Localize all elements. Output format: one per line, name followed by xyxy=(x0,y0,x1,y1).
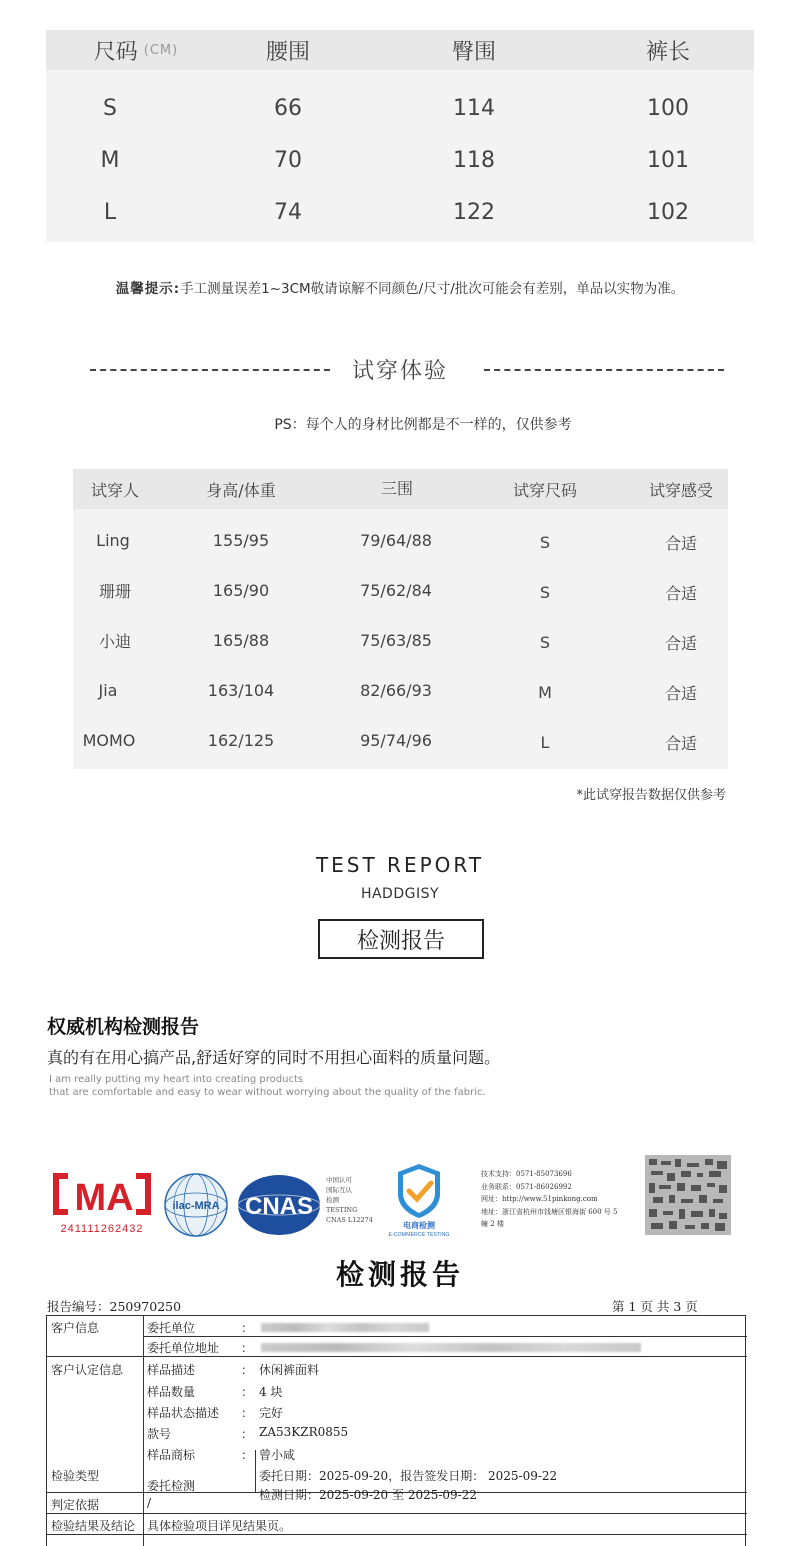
cma-icon xyxy=(52,1168,152,1238)
colon: ： xyxy=(241,1448,254,1462)
cnas-line: TESTING xyxy=(326,1206,358,1214)
basis-value: / xyxy=(147,1496,152,1510)
size-cell: 100 xyxy=(647,95,689,121)
ilac-icon xyxy=(163,1172,229,1238)
style-no-value: ZA53KZR0855 xyxy=(259,1425,349,1439)
sample-qty-value: 4 块 xyxy=(259,1385,283,1399)
try-on-row xyxy=(73,615,728,665)
contact-info xyxy=(481,1168,641,1231)
header-length: 裤长 xyxy=(645,39,690,65)
try-on-header xyxy=(73,469,728,509)
size-cell: L xyxy=(103,199,117,225)
authority-en-line: I am really putting my heart into creating products xyxy=(49,1074,304,1085)
cnas-line: 国际互认 xyxy=(326,1186,352,1194)
cnas-line: CNAS L12274 xyxy=(326,1216,373,1224)
table-rule xyxy=(255,1450,256,1493)
result-label: 检验结果及结论 xyxy=(51,1519,136,1533)
try-cell: 95/74/96 xyxy=(360,730,432,750)
header-hip: 臀围 xyxy=(451,39,496,65)
contact-line: 地址：浙江省杭州市钱塘区银海街 600 号 5 xyxy=(481,1207,618,1216)
table-rule xyxy=(143,1336,747,1337)
colon: ： xyxy=(241,1321,254,1335)
size-cell: M xyxy=(100,147,120,173)
colon: ： xyxy=(241,1406,254,1420)
try-on-row xyxy=(73,665,728,715)
test-date-line: 检测日期：2025-09-20 至 2025-09-22 xyxy=(259,1488,478,1502)
client-info-label: 客户信息 xyxy=(51,1321,100,1335)
size-table xyxy=(46,30,754,242)
try-cell: 合适 xyxy=(664,733,697,753)
qr-code-icon xyxy=(645,1155,731,1235)
try-cell: 合适 xyxy=(664,533,697,553)
size-cell: S xyxy=(103,95,117,121)
table-rule xyxy=(47,1356,747,1357)
header-size: 尺码 (CM) xyxy=(93,39,179,65)
try-on-row xyxy=(73,515,728,565)
try-cell: 合适 xyxy=(664,583,697,603)
header-waist: 腰围 xyxy=(265,39,310,65)
measurement-tip xyxy=(0,277,800,297)
try-cell: 合适 xyxy=(664,633,697,653)
authority-title: 权威机构检测报告 xyxy=(47,1016,200,1038)
try-cell: 165/90 xyxy=(212,580,270,600)
size-cell: 101 xyxy=(647,147,689,173)
test-type-label: 检验类型 xyxy=(51,1469,100,1483)
size-cell: 70 xyxy=(274,147,302,173)
try-cell: Jia xyxy=(98,680,118,700)
try-on-table xyxy=(73,469,728,769)
sample-desc-label: 样品描述 xyxy=(147,1363,196,1377)
style-no-label: 款号 xyxy=(147,1427,172,1441)
header-cell: 试穿感受 xyxy=(648,480,713,500)
try-on-ps: PS：每个人的身材比例都是不一样的，仅供参考 xyxy=(274,417,572,433)
try-on-row xyxy=(73,715,728,765)
brand-name: HADDGISY xyxy=(360,886,440,902)
try-cell: 162/125 xyxy=(207,730,275,750)
sample-qty-label: 样品数量 xyxy=(147,1385,196,1399)
sample-desc-value: 休闲裤面料 xyxy=(259,1363,320,1377)
contact-line: 网址：http://www.51pinkong.com xyxy=(481,1195,598,1203)
authority-subtitle: 真的有在用心搞产品,舒适好穿的同时不用担心面料的质量问题。 xyxy=(47,1048,501,1067)
try-cell: Ling xyxy=(96,530,130,550)
try-cell: S xyxy=(539,532,551,552)
cnas-logo xyxy=(236,1172,322,1238)
entrust-unit-label: 委托单位 xyxy=(147,1321,196,1335)
cnas-line: 中国认可 xyxy=(326,1176,352,1184)
basis-label: 判定依据 xyxy=(51,1498,100,1512)
try-cell: 82/66/93 xyxy=(360,680,432,700)
size-row xyxy=(46,134,754,186)
ec-cn: 电商检测 xyxy=(403,1221,435,1230)
cma-logo xyxy=(52,1168,152,1238)
certificate-title: 检测报告 xyxy=(335,1258,464,1291)
size-table-header xyxy=(46,30,754,70)
ecommerce-testing-logo xyxy=(380,1160,458,1238)
size-cell: 66 xyxy=(274,95,302,121)
size-row xyxy=(46,82,754,134)
ilac-text: ilac-MRA xyxy=(172,1200,220,1212)
try-cell: 珊珊 xyxy=(98,581,131,601)
size-cell: 118 xyxy=(453,147,495,173)
certificate-table xyxy=(46,1315,746,1546)
size-row xyxy=(46,186,754,238)
brand-label: 样品商标 xyxy=(147,1448,196,1462)
header-cell: 身高/体重 xyxy=(206,480,276,500)
colon: ： xyxy=(241,1341,254,1355)
tip-text: 手工测量误差1~3CM敬请谅解不同颜色/尺寸/批次可能会有差别，单品以实物为准。 xyxy=(180,281,685,297)
entrust-date-line: 委托日期：2025-09-20，报告签发日期： 2025-09-22 xyxy=(259,1469,558,1483)
try-on-note: *此试穿报告数据仅供参考 xyxy=(576,788,726,803)
tip-label: 温馨提示: xyxy=(115,281,181,297)
try-cell: 165/88 xyxy=(212,630,270,650)
table-rule xyxy=(47,1513,747,1514)
ilac-logo xyxy=(163,1172,229,1238)
colon: ： xyxy=(241,1363,254,1377)
try-cell: 79/64/88 xyxy=(360,530,432,550)
cnas-text: CNAS xyxy=(244,1193,314,1220)
shield-check-icon xyxy=(380,1160,458,1238)
try-cell: S xyxy=(539,582,551,602)
try-cell: 合适 xyxy=(664,683,697,703)
try-cell: MOMO xyxy=(82,730,136,750)
brand-value: 曾小咸 xyxy=(259,1448,296,1462)
cma-number: 241111262432 xyxy=(60,1223,144,1235)
size-cell: 74 xyxy=(274,199,302,225)
try-cell: 75/63/85 xyxy=(360,630,432,650)
header-cell: 试穿尺码 xyxy=(512,480,577,500)
try-cell: 163/104 xyxy=(207,680,275,700)
redacted-field xyxy=(261,1343,641,1352)
entrust-address-label: 委托单位地址 xyxy=(147,1341,220,1355)
contact-line: 幢 2 楼 xyxy=(481,1220,504,1228)
qr-code xyxy=(645,1155,731,1235)
unit-label: (CM) xyxy=(143,42,179,58)
authority-en-line: that are comfortable and easy to wear without worrying about the quality of the fabric. xyxy=(49,1087,486,1098)
try-on-row xyxy=(73,565,728,615)
try-cell: 75/62/84 xyxy=(360,580,432,600)
page-info: 第 1 页 共 3 页 xyxy=(612,1299,698,1314)
size-cell: 114 xyxy=(453,95,495,121)
cnas-caption xyxy=(326,1175,373,1225)
cma-text: MA xyxy=(74,1177,134,1219)
colon: ： xyxy=(241,1427,254,1441)
cnas-line: 检测 xyxy=(326,1196,339,1204)
client-confirm-label: 客户认定信息 xyxy=(51,1363,124,1377)
try-cell: M xyxy=(538,682,552,702)
contact-line: 技术支持：0571-85073696 xyxy=(481,1170,572,1178)
redacted-field xyxy=(261,1323,429,1332)
ec-en: E-COMMERCE TESTING xyxy=(388,1232,450,1238)
size-cell: 102 xyxy=(647,199,689,225)
size-cell: 122 xyxy=(453,199,495,225)
report-button[interactable]: 检测报告 xyxy=(318,919,484,959)
sample-state-value: 完好 xyxy=(259,1406,284,1420)
result-value: 具体检验项目详见结果页。 xyxy=(147,1519,292,1533)
try-cell: S xyxy=(539,632,551,652)
header-cell: 试穿人 xyxy=(90,480,139,500)
dashed-divider-right xyxy=(484,369,724,371)
test-report-title: TEST REPORT xyxy=(315,853,485,877)
sample-state-label: 样品状态描述 xyxy=(147,1406,220,1420)
colon: ： xyxy=(241,1385,254,1399)
cnas-icon xyxy=(236,1172,322,1238)
test-kind-value: 委托检测 xyxy=(147,1479,196,1493)
header-cell: 三围 xyxy=(380,478,413,498)
contact-line: 业务联系：0571-86026992 xyxy=(481,1182,572,1191)
try-cell: 小迪 xyxy=(98,631,131,651)
try-cell: L xyxy=(540,732,550,752)
table-rule xyxy=(143,1316,144,1546)
table-rule xyxy=(47,1534,747,1535)
try-cell: 155/95 xyxy=(212,530,270,550)
try-on-title: 试穿体验 xyxy=(351,359,448,384)
report-number: 报告编号：250970250 xyxy=(47,1299,182,1314)
